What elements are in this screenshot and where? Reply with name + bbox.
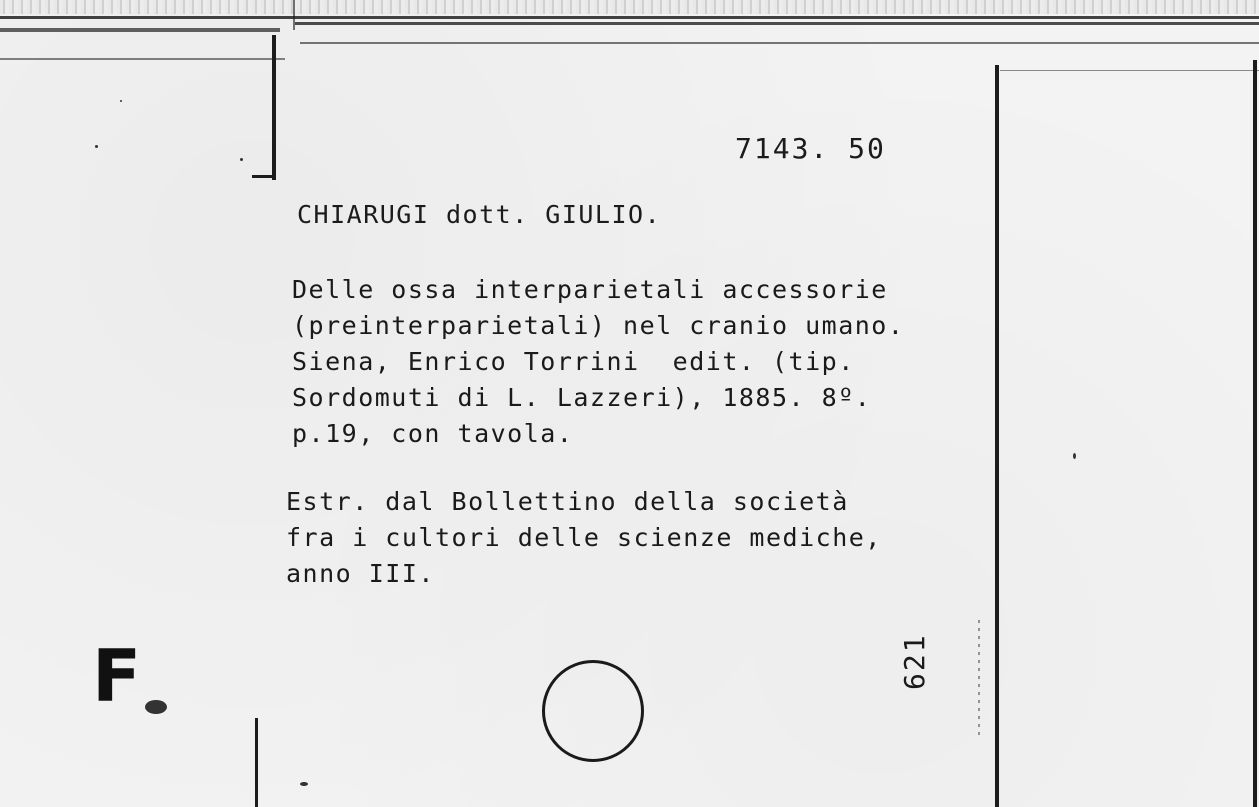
citation-line: Siena, Enrico Torrini edit. (tip. [292,347,855,376]
ink-speck [1073,453,1076,459]
ink-speck [240,158,243,161]
card-corner-mark [252,175,276,178]
ink-speck [300,782,308,786]
ink-speck [120,100,122,102]
note-line: anno III. [286,559,435,588]
citation-line: p.19, con tavola. [292,419,574,448]
citation-line: Sordomuti di L. Lazzeri), 1885. 8º. [292,383,872,412]
stamped-letter: F [92,634,142,718]
author-heading: CHIARUGI dott. GIULIO. [297,200,662,229]
ink-speck [95,145,98,148]
dotted-edge [978,620,980,740]
card-edge-line [0,16,1259,19]
note-line: fra i cultori delle scienze mediche, [286,523,882,552]
card-edge-line [295,22,1259,25]
scan-top-band [0,0,1259,14]
citation-line: (preinterparietali) nel cranio umano. [292,311,905,340]
stamped-number: 621 [898,633,931,690]
note-line: Estr. dal Bollettino della società [286,487,849,516]
citation-block [292,272,904,452]
card-left-border [272,35,276,180]
ink-blot [145,700,167,714]
card-edge-line [300,42,1259,44]
shelfmark: 7143. 50 [735,132,886,165]
punch-hole-circle [542,660,644,762]
citation-line: Delle ossa interparietali accessorie [292,275,888,304]
top-tick-mark [293,0,295,30]
card-edge-line [0,58,285,60]
card-right-border [995,65,999,807]
card-edge-line [0,28,280,32]
extract-note [286,484,882,592]
card-edge-line [1000,70,1259,71]
lower-border-mark [255,718,258,807]
adjacent-card-border [1253,60,1257,807]
